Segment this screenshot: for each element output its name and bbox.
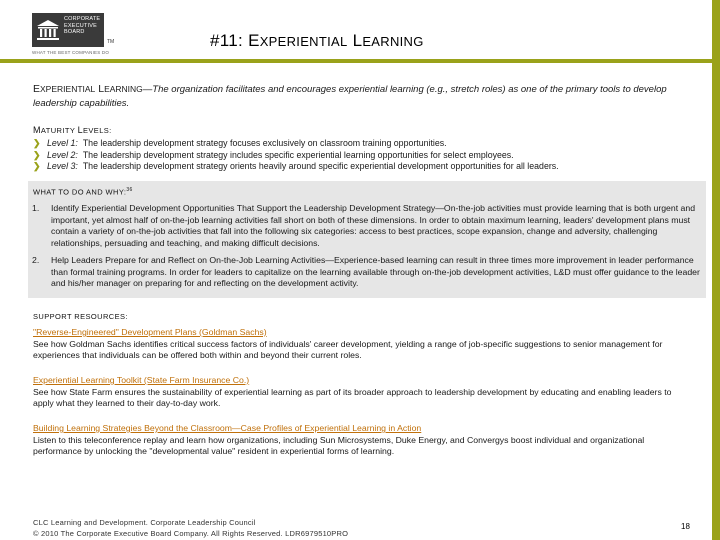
intro-paragraph: [33, 82, 693, 111]
page-title: #11: EXPERIENTIAL LEARNING: [210, 31, 424, 50]
company-logo: [32, 13, 104, 47]
page-number: 18: [681, 522, 690, 531]
maturity-level-2: ❯ Level 2: The leadership development strategy includes specific experiential learning opportunities for select employees.: [33, 149, 514, 160]
building-icon: [35, 17, 61, 43]
maturity-levels-section: [33, 125, 703, 173]
action-item-1: 1. Identify Experiential Development Opportunities That Support the Leadership Development Strategy—On-the-job activities must provide learning that is both urgent and important, yet almost half of on-the-job learning activities fall short on both of these dimensions. In order to obtain maximum learning, leaders' development plans must contain a variety of on-the-job activities that fall into the following six categories: access to best practices, scope expansion, change and adversity, challenging relationships, persuading and teaching, and making difficult decisions.: [32, 203, 696, 248]
resource-link[interactable]: Building Learning Strategies Beyond the Classroom—Case Profiles of Experiential Learning in Action: [33, 423, 422, 433]
resource-teleconference: [33, 423, 693, 458]
header-divider: [0, 59, 712, 63]
maturity-level-3: ❯ Level 3: The leadership development strategy orients heavily around specific experiential development opportunities for all leaders.: [33, 161, 559, 171]
resource-link[interactable]: Experiential Learning Toolkit (State Farm Insurance Co.): [33, 375, 250, 385]
chevron-bullet-icon: ❯: [33, 161, 41, 171]
chevron-bullet-icon: ❯: [33, 149, 41, 160]
what-to-do-panel: [28, 181, 706, 298]
resource-link[interactable]: "Reverse-Engineered" Development Plans (Goldman Sachs): [33, 327, 267, 337]
footer-copyright: CLC Learning and Development. Corporate Leadership Council © 2010 The Corporate Executive Board Company. All Rights Reserved. LDR6979510PRO: [33, 518, 349, 538]
logo-tagline: WHAT THE BEST COMPANIES DO: [32, 50, 110, 55]
resource-description: Listen to this teleconference replay and learn how organizations, including Sun Microsystems, Duke Energy, and Convergys boost individual and organizational performance by unlocking the "developmental value" resident in experiential forms of learning.: [33, 434, 645, 456]
logo-wordmark: CORPORATE EXECUTIVE BOARD: [64, 16, 101, 35]
resource-description: See how Goldman Sachs identifies critical success factors of individuals' career development, yielding a range of job-specific suggestions to senior management for experiences that individuals can be offered both within and beyond their current roles.: [33, 338, 663, 360]
side-accent-bar: [712, 0, 720, 540]
resource-goldman-sachs: [33, 327, 693, 362]
resource-description: See how State Farm ensures the sustainability of experiential learning as part of its broader approach to leadership development by educating and enabling leaders to apply what they learned to their day-to-day work.: [33, 386, 672, 408]
chevron-bullet-icon: ❯: [33, 138, 41, 148]
intro-text: —The organization facilitates and encourages experiential learning (e.g., stretch roles) as one of the primary tools to develop leadership capabilities.: [33, 84, 667, 109]
trademark-mark: TM: [107, 39, 115, 45]
support-resources-heading: SUPPORT RESOURCES:: [33, 312, 128, 321]
intro-lead: EXPERIENTIAL LEARNING: [33, 83, 143, 95]
what-to-do-heading: WHAT TO DO AND WHY:$^{36}$: [33, 187, 133, 197]
action-item-2: 2. Help Leaders Prepare for and Reflect on On-the-Job Learning Activities—Experience-based learning can result in three times more improvement in leader performance than formal training programs. In order for leaders to capitalize on the learning available through on-the-job development activities, L&D must offer guidance to the leader and his/her manager on preparing for and reflecting on the development activity.: [32, 255, 700, 288]
resource-state-farm: [33, 375, 693, 410]
maturity-level-1: ❯ Level 1: The leadership development strategy focuses exclusively on classroom training opportunities.: [33, 138, 447, 148]
maturity-heading: MATURITY LEVELS:: [33, 125, 112, 135]
